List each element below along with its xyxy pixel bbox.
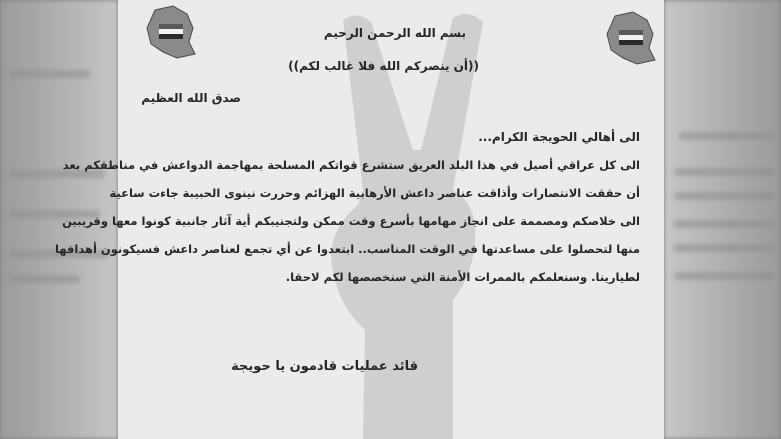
body-line: الى خلاصكم ومصممة على انجاز مهامها بأسرع وقت ممكن ولتجنيبكم أية آثار جانبية كونوا معها وقريبين (62, 214, 640, 228)
quran-verse: ((أن ينصركم الله فلا غالب لكم)) (288, 59, 479, 73)
iraq-map-logo-icon (603, 10, 658, 68)
body-line: أن حققت الانتصارات وأذاقت عناصر داعش الأرهابية الهزائم وحررت نينوى الحبيبة جاءت ساعية (109, 186, 640, 200)
body-line: لطيارينا. وسنعلمكم بالممرات الأمنة التي سنخصصها لكم لاحقا. (285, 270, 640, 284)
body-line: الى كل عراقي أصيل في هذا البلد العريق ستشرع قواتكم المسلحة بمهاجمة الدواعش في مناطقكم بعد (62, 158, 640, 172)
bismillah-heading: بسم الله الرحمن الرحيم (323, 26, 466, 40)
signature-line: قائد عمليات قادمون يا حويجة (231, 359, 418, 374)
verse-closing: صدق الله العظيم (141, 91, 241, 105)
blurred-background-right (664, 0, 781, 439)
leaflet-paper (54, 0, 664, 439)
salutation-line: الى أهالي الحويجة الكرام... (478, 130, 640, 144)
body-line: منها لتحصلوا على مساعدتها في الوقت المناسب.. ابتعدوا عن أي تجمع لعناصر داعش فسيكونون أهدافها (54, 242, 640, 256)
iraq-map-logo-icon (143, 4, 198, 62)
